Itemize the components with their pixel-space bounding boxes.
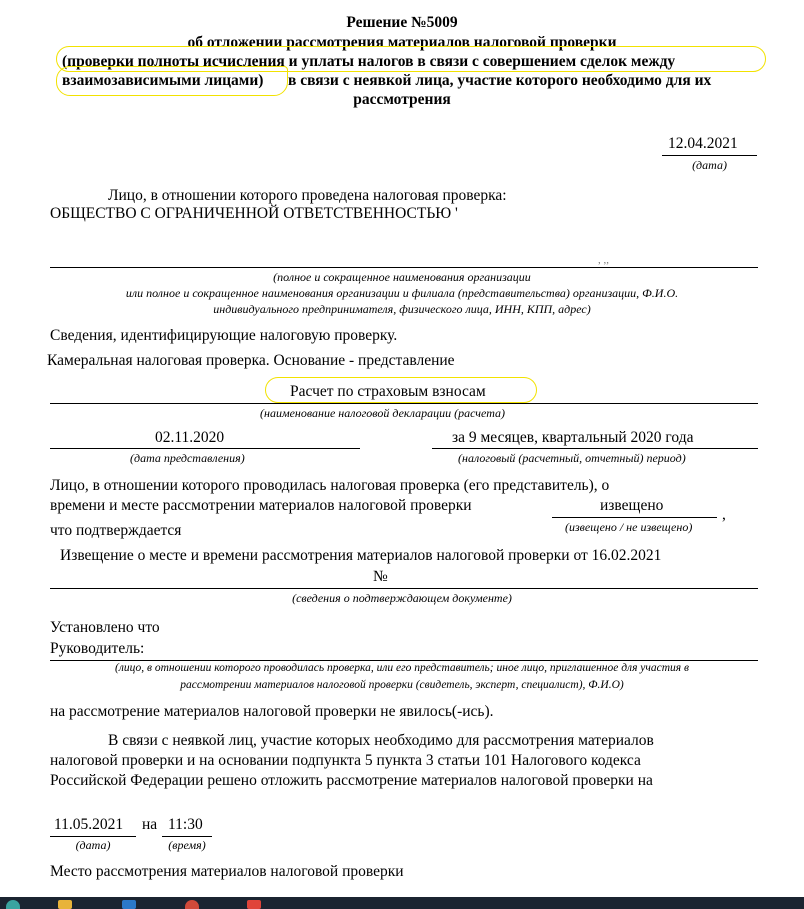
notice-line-1: Лицо, в отношении которого проводилась налоговая проверка (его представитель), о (50, 477, 610, 494)
notice-status-caption: (извещено / не извещено) (565, 520, 693, 534)
doc-subtitle-line5: рассмотрения (353, 91, 451, 108)
notice-document: Извещение о месте и времени рассмотрения материалов налоговой проверки от 16.02.2021 (60, 547, 662, 564)
notice-status: извещено (600, 497, 664, 514)
decision-line-2: налоговой проверки и на основании подпункта 5 пункта 3 статьи 101 Налогового кодекса (50, 752, 641, 769)
tax-period: за 9 месяцев, квартальный 2020 года (452, 429, 694, 446)
declaration-caption: (наименование налоговой декларации (расчета) (260, 406, 505, 420)
notice-line-2: времени и месте рассмотрении материалов налоговой проверки (50, 497, 472, 514)
organization-name: ОБЩЕСТВО С ОГРАНИЧЕННОЙ ОТВЕТСТВЕННОСТЬЮ ' (50, 205, 458, 222)
head-label: Руководитель: (50, 640, 145, 657)
person-label: Лицо, в отношении которого проведена налоговая проверка: (108, 187, 507, 204)
submit-date-caption: (дата представления) (130, 451, 245, 465)
pdf-icon[interactable] (247, 900, 261, 909)
notice-document-caption: (сведения о подтверждающем документе) (292, 591, 512, 605)
notice-number: № (373, 568, 388, 585)
word-icon[interactable] (122, 900, 136, 909)
absent-text: на рассмотрение материалов налоговой проверки не явилось(-ись). (50, 703, 494, 720)
check-basis: Камеральная налоговая проверка. Основание - представление (47, 352, 455, 369)
faint-text: , ,, (598, 254, 609, 266)
established-label: Установлено что (50, 619, 160, 636)
browser-icon[interactable] (185, 900, 199, 909)
established-caption-1: (лицо, в отношении которого проводилась проверка, или его представитель; иное лицо, приглашенное для участия в (114, 662, 690, 674)
app-icon[interactable] (6, 900, 20, 909)
new-time: 11:30 (168, 816, 203, 833)
new-time-caption: (время) (168, 838, 206, 852)
on-word: на (142, 816, 158, 833)
doc-subtitle-line4a: взаимозависимыми лицами) (62, 72, 264, 89)
place-label: Место рассмотрения материалов налоговой проверки (50, 863, 404, 880)
tax-period-caption: (налоговый (расчетный, отчетный) период) (458, 451, 686, 465)
doc-subtitle: об отложении рассмотрения материалов налоговой проверки (187, 34, 617, 51)
established-caption-2: рассмотрении материалов налоговой проверки (свидетель, эксперт, специалист), Ф.И.О) (180, 679, 624, 691)
decision-line-3: Российской Федерации решено отложить рассмотрение материалов налоговой проверки на (50, 772, 653, 789)
doc-subtitle-line3: (проверки полноты исчисления и уплаты налогов в связи с совершением сделок между (62, 53, 676, 70)
highlight-mark (56, 66, 288, 96)
notice-line-3: что подтверждается (50, 522, 182, 539)
decision-line-1: В связи с неявкой лиц, участие которых необходимо для рассмотрения материалов (108, 732, 654, 749)
person-caption-3: индивидуального предпринимателя, физического лица, ИНН, КПП, адрес) (213, 302, 591, 316)
person-caption-2: или полное и сокращенное наименования организации и филиала (представительства) организации, Ф.И.О. (125, 286, 679, 300)
new-date-caption: (дата) (75, 838, 111, 852)
document-date: 12.04.2021 (668, 135, 738, 152)
doc-subtitle-line4b: в связи с неявкой лица, участие которого необходимо для их (288, 72, 712, 89)
submit-date: 02.11.2020 (155, 429, 225, 446)
declaration-name: Расчет по страховым взносам (290, 383, 486, 400)
new-date: 11.05.2021 (54, 816, 124, 833)
notice-comma: , (722, 506, 726, 523)
folder-icon[interactable] (58, 900, 72, 909)
doc-title: Решение №5009 (346, 14, 458, 31)
identification-label: Сведения, идентифицирующие налоговую проверку. (50, 327, 398, 344)
person-caption-1: (полное и сокращенное наименования организации (273, 270, 531, 284)
taskbar (0, 897, 804, 909)
date-caption: (дата) (692, 158, 727, 172)
